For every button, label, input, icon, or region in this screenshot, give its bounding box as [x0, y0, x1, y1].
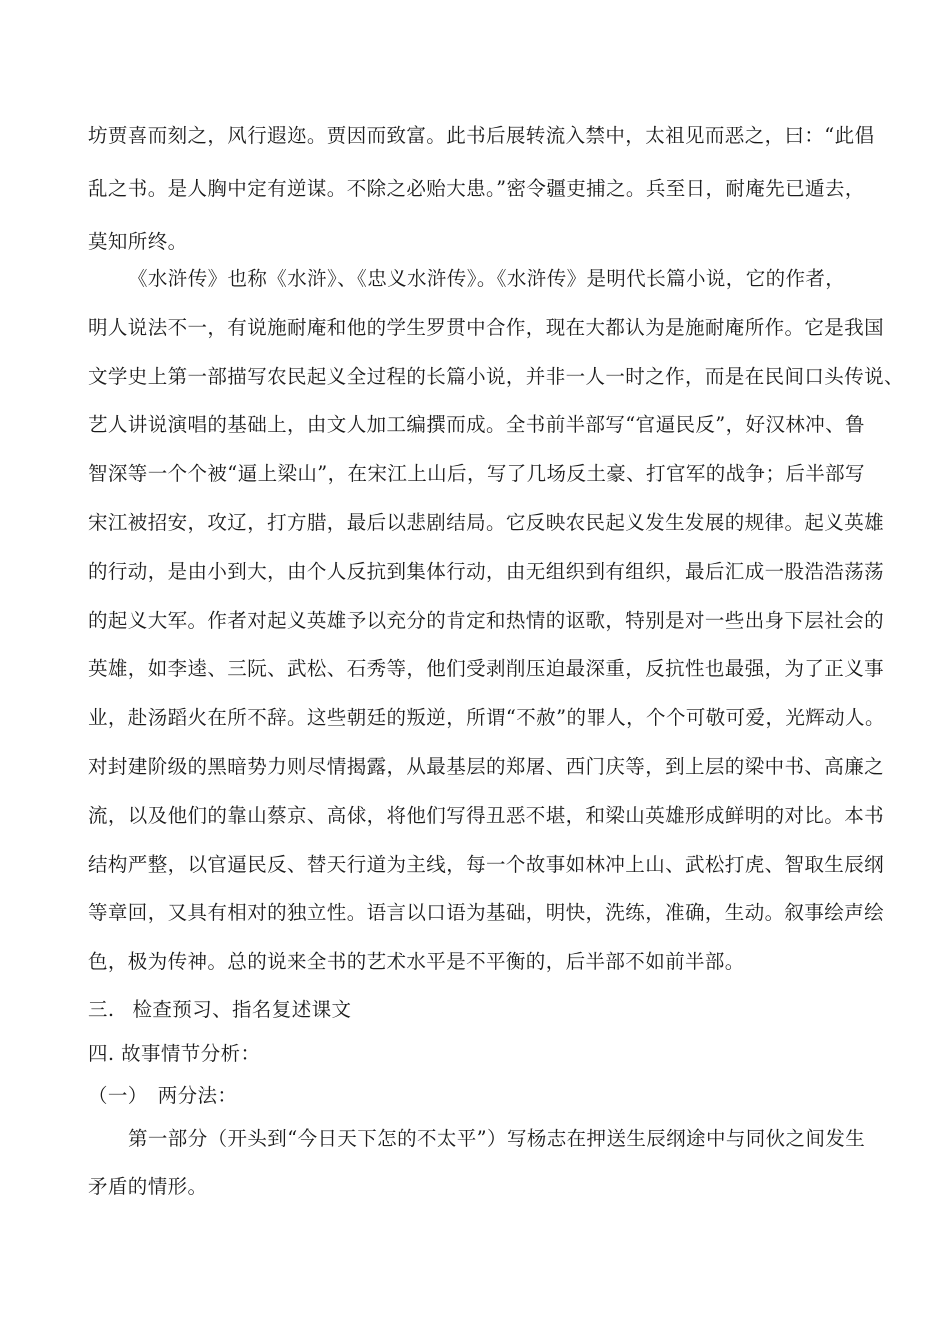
text-line: 莫知所终。: [88, 230, 188, 253]
text-line: 结构严整，以官逼民反、替天行道为主线，每一个故事如林冲上山、武松打虎、智取生辰纲: [88, 852, 885, 876]
text-line: 业，赴汤蹈火在所不辞。这些朝廷的叛逆，所谓“不赦”的罪人，个个可敬可爱，光辉动人。: [88, 706, 885, 730]
text-line: 坊贾喜而刻之，风行遐迩。贾因而致富。此书后展转流入禁中，太祖见而恶之，曰：“此倡: [88, 124, 875, 147]
text-line: 的行动，是由小到大，由个人反抗到集体行动，由无组织到有组织，最后汇成一股浩浩荡荡: [88, 559, 885, 583]
section-title: 四. 故事情节分析：: [88, 1042, 261, 1065]
text-line: 宋江被招安，攻辽，打方腊，最后以悲剧结局。它反映农民起义发生发展的规律。起义英雄: [88, 510, 885, 534]
text-line: 智深等一个个被“逼上梁山”，在宋江上山后，写了几场反土豪、打官军的战争；后半部写: [88, 462, 865, 486]
text-line: 色，极为传神。总的说来全书的艺术水平是不平衡的，后半部不如前半部。: [88, 950, 745, 974]
section-number: 三.: [88, 998, 115, 1021]
subsection-heading: [88, 1082, 237, 1110]
section-heading-3: [88, 996, 351, 1024]
text-line: 对封建阶级的黑暗势力则尽情揭露，从最基层的郑屠、西门庆等，到上层的梁中书、高廉之: [88, 754, 885, 778]
text-line: 第一部分（开头到“今日天下怎的不太平”）写杨志在押送生辰纲途中与同伙之间发生: [128, 1127, 866, 1150]
text-line: 英雄，如李逵、三阮、武松、石秀等，他们受剥削压迫最深重，反抗性也最强，为了正义事: [88, 657, 885, 681]
text-line: 乱之书。是人胸中定有逆谋。不除之必贻大患。”密令疆吏捕之。兵至日，耐庵先已遁去，: [88, 177, 865, 200]
text-line: 的起义大军。作者对起义英雄予以充分的肯定和热情的讴歌，特别是对一些出身下层社会的: [88, 608, 885, 632]
text-line: 等章回，又具有相对的独立性。语言以口语为基础，明快，洗练，准确，生动。叙事绘声绘: [88, 901, 885, 925]
paragraph-shuihu-introduction: [88, 263, 904, 995]
section-title: 检查预习、指名复述课文: [132, 998, 352, 1021]
subsection-number: （一）: [88, 1084, 148, 1107]
text-line: 流，以及他们的靠山蔡京、高俅，将他们写得丑恶不堪，和梁山英雄形成鲜明的对比。本书: [88, 803, 885, 827]
text-line: 文学史上第一部描写农民起义全过程的长篇小说，并非一人一时之作，而是在民间口头传说、: [88, 364, 904, 388]
text-line: 艺人讲说演唱的基础上，由文人加工编撰而成。全书前半部写“官逼民反”，好汉林冲、鲁: [88, 413, 865, 437]
text-line: 明人说法不一，有说施耐庵和他的学生罗贯中合作，现在大都认为是施耐庵所作。它是我国: [88, 315, 885, 339]
text-line: 矛盾的情形。: [88, 1175, 208, 1198]
section-heading-4: [88, 1040, 260, 1068]
subsection-title: 两分法：: [157, 1084, 238, 1107]
paragraph-legend-of-shi-naian: [88, 120, 875, 279]
paragraph-part-one: [88, 1123, 868, 1219]
text-line: 《水浒传》也称《水浒》、《忠义水浒传》。《水浒传》是明代长篇小说，它的作者，: [128, 267, 846, 290]
